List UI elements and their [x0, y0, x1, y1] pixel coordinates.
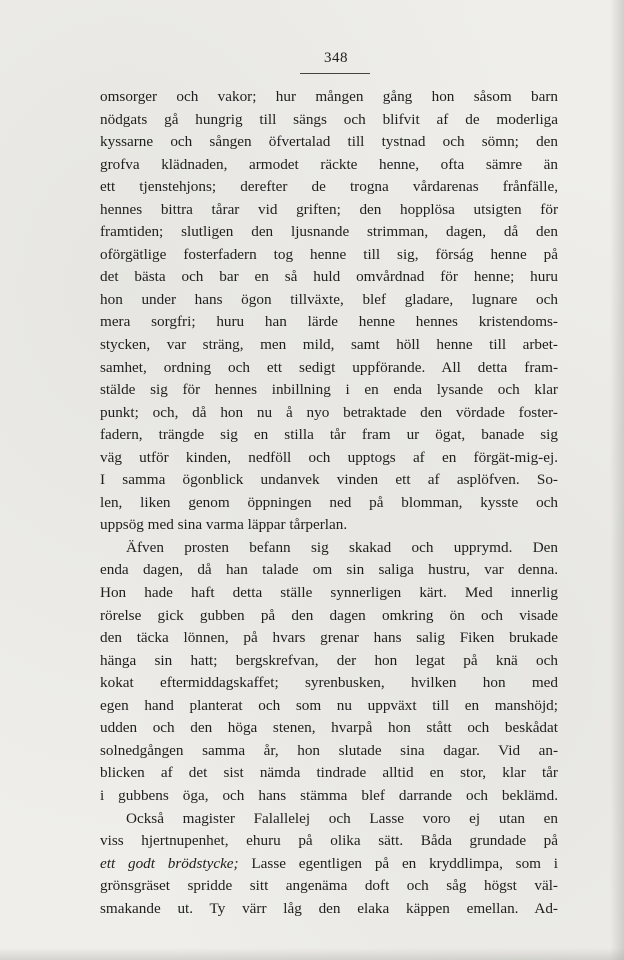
text-line: Hon hade haft detta ställe synnerligen kärt. Med innerlig: [100, 584, 558, 602]
text-line: I samma ögonblick undanvek vinden ett af asplöfven. So-: [100, 471, 558, 489]
text-line: kokat eftermiddagskaffet; syrenbusken, hvilken hon med: [100, 674, 558, 692]
text-line: ett tjenstehjons; derefter de trogna vårdarenas frånfälle,: [100, 178, 558, 196]
text-line: hon under hans ögon tillväxte, blef gladare, lugnare och: [100, 290, 558, 308]
text-line: kyssarne och sången öfvertalad till tystnad och sömn; den: [100, 133, 558, 151]
text-line: smakande ut. Ty värr låg den elaka käppen emellan. Ad-: [100, 899, 558, 917]
text-line: enda dagen, då han talade om sin saliga hustru, var denna.: [100, 561, 558, 579]
text-line: stälde sig för hennes inbillning i en enda lysande och klar: [100, 381, 558, 399]
paragraph-end-line: uppsög med sina varma läppar tårperlan.: [100, 516, 348, 534]
text-line: punkt; och, då hon nu å nyo betraktade den vördade foster-: [100, 403, 558, 421]
text-line: mera sorgfri; huru han lärde henne hennes kristendoms-: [100, 313, 558, 331]
header-rule: [300, 73, 370, 74]
text-line: stycken, var sträng, men mild, samt höll henne till arbet-: [100, 336, 558, 354]
text-line: grofva klädnaden, armodet räckte henne, ofta sämre än: [100, 155, 558, 173]
text-line: den täcka lönnen, på hvars grenar hans salig Fiken brukade: [100, 629, 558, 647]
text-line: egen hand planterat och som nu uppväxt till en manshöjd;: [100, 696, 558, 714]
page-number: 348: [324, 50, 348, 66]
text-line: i gubbens öga, och hans stämma blef darrande och beklämd.: [100, 786, 558, 804]
text-line: nödgats gå hungrig till sängs och blifvit af de moderliga: [100, 110, 558, 128]
body-text: [100, 86, 558, 920]
text-line: hänga sin hatt; bergskrefvan, der hon legat på knä och: [100, 651, 558, 669]
text-line: grönsgräset spridde sitt angenäma doft och såg högst väl-: [100, 877, 558, 895]
text-line: viss hjertnupenhet, ehuru på olika sätt. Båda grundade på: [100, 832, 558, 850]
text-line: rörelse gick gubben på den dagen omkring ön och visade: [100, 606, 558, 624]
text-line: udden och den höga stenen, hvarpå hon stått och beskådat: [100, 719, 558, 737]
italic-phrase: ett godt brödstycke;: [100, 854, 239, 872]
text-line: det bästa och bar en så huld omvårdnad för henne; huru: [100, 268, 558, 286]
text-line: blicken af det sist nämda tindrade alltid en stor, klar tår: [100, 764, 558, 782]
text-segment: Lasse egentligen på en kryddlimpa, som i: [238, 854, 558, 872]
paragraph-start-line: Äfven prosten befann sig skakad och upprymd. Den: [126, 538, 558, 556]
text-line-with-italic: [100, 853, 558, 876]
page-edge-shadow-bottom: [0, 948, 624, 960]
text-line: omsorger och vakor; hur mången gång hon såsom barn: [100, 88, 558, 105]
text-line: len, liken genom öppningen ned på blomman, kysste och: [100, 493, 558, 511]
text-line: väg utför kinden, nedföll och upptogs af en förgät-mig-ej.: [100, 448, 558, 466]
text-line: oförgätlige fosterfadern tog henne till sig, förság henne på: [100, 245, 558, 263]
text-line: hennes bittra tårar vid griften; den hopplösa utsigten för: [100, 200, 558, 218]
paragraph-start-line: Också magister Falallelej och Lasse voro ej utan en: [126, 809, 558, 827]
page-edge-shadow-right: [610, 0, 624, 960]
text-line: solnedgången samma år, hon slutade sina dagar. Vid an-: [100, 741, 558, 759]
text-line: framtiden; slutligen den ljusnande strimman, dagen, då den: [100, 223, 558, 241]
text-line: samhet, ordning och ett sedigt uppförande. All detta fram-: [100, 358, 558, 376]
text-line: fadern, trängde sig en stilla tår fram ur ögat, banade sig: [100, 426, 558, 444]
